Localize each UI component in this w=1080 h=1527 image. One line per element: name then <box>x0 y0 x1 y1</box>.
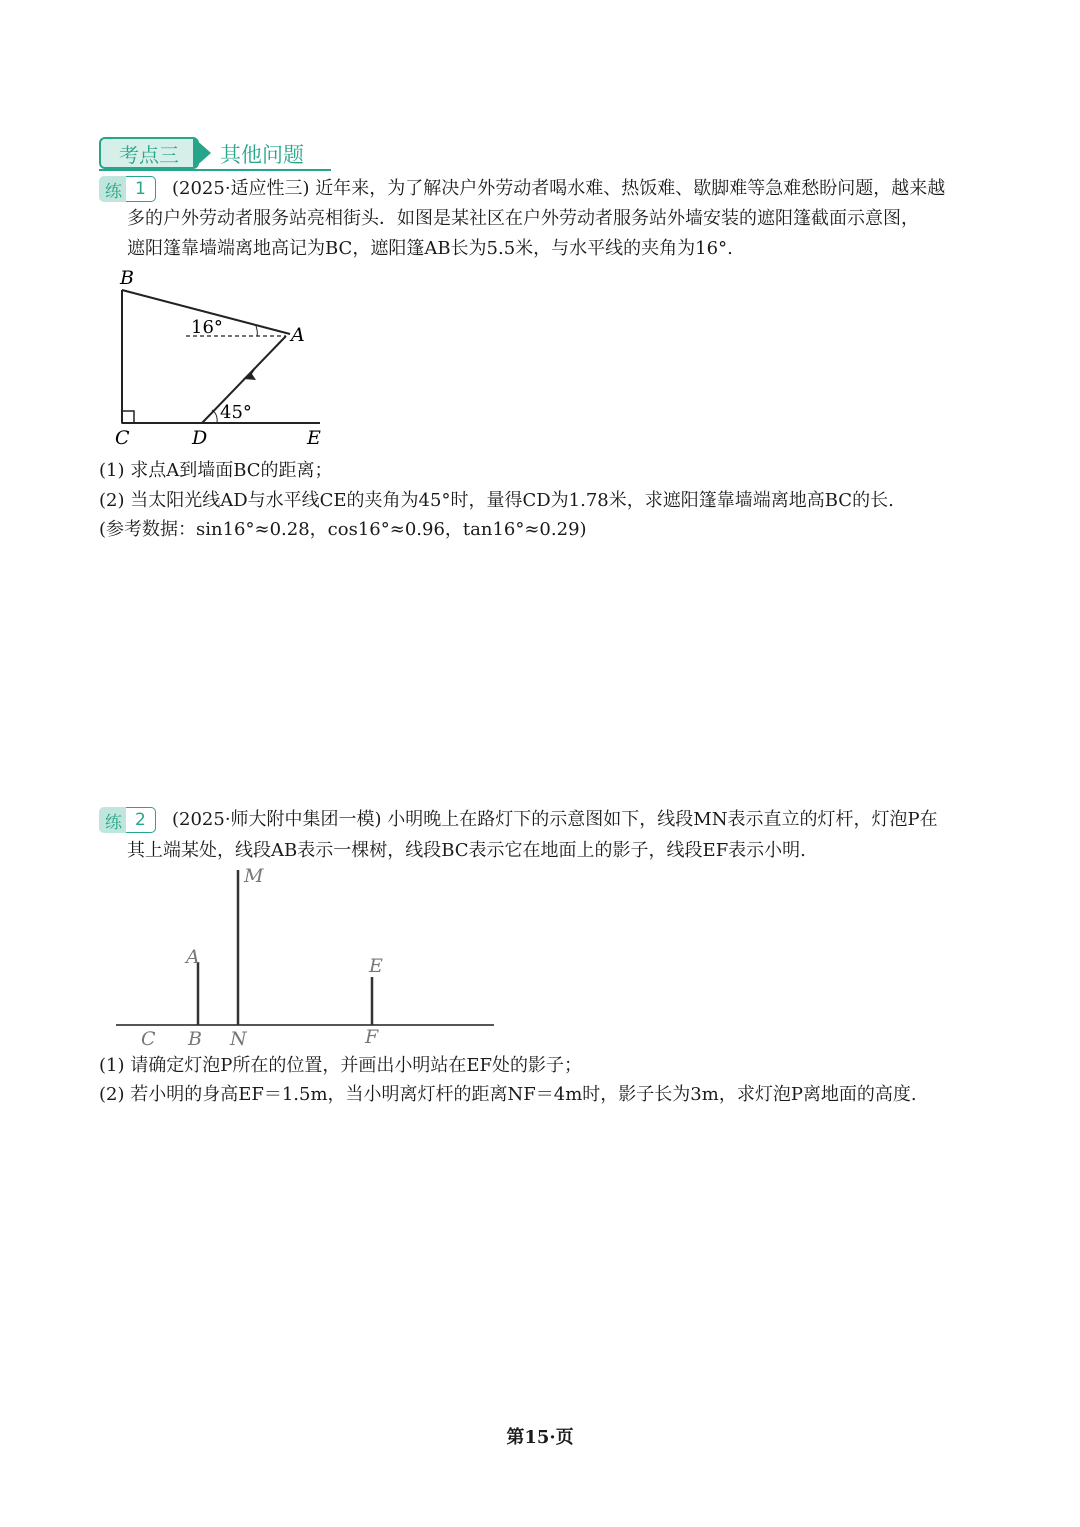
label-a: A <box>291 324 305 346</box>
section-tag: 考点三 <box>99 137 199 169</box>
exercise-1-question-1: (1) 求点A到墙面BC的距离； <box>99 460 333 481</box>
page-number: 第15·页 <box>506 1427 574 1448</box>
label-c: C <box>141 1028 156 1050</box>
section-title: 其他问题 <box>220 143 304 167</box>
label-e: E <box>369 955 383 977</box>
exercise-2-diagram <box>110 862 500 1054</box>
label-a: A <box>186 946 200 968</box>
right-angle-mark <box>122 411 134 423</box>
exercise-1-badge <box>99 176 156 202</box>
label-b: B <box>188 1028 202 1050</box>
label-n: N <box>230 1028 247 1050</box>
exercise-1-line-3: 遮阳篷靠墙端离地高记为BC，遮阳篷AB长为5.5米，与水平线的夹角为16°. <box>127 238 733 259</box>
angle-16-arc <box>256 326 257 336</box>
label-d: D <box>192 427 208 449</box>
exercise-1-reference-data: (参考数据：sin16°≈0.28，cos16°≈0.96，tan16°≈0.29) <box>99 519 587 540</box>
exercise-2-question-2: (2) 若小明的身高EF＝1.5m，当小明离灯杆的距离NF＝4m时，影子长为3m，求灯泡P离地面的高度. <box>99 1084 917 1105</box>
label-e: E <box>307 427 321 449</box>
exercise-badge-number: 1 <box>126 176 156 202</box>
sunray-arrow-icon <box>243 365 258 380</box>
exercise-1-diagram <box>100 262 340 452</box>
angle-45-label: 45° <box>220 402 252 423</box>
exercise-2-line-1: (2025·师大附中集团一模) 小明晚上在路灯下的示意图如下，线段MN表示直立的灯杆，灯泡P在 <box>172 809 938 830</box>
label-m: M <box>244 865 264 887</box>
section-underline <box>99 169 331 171</box>
label-f: F <box>365 1026 379 1048</box>
angle-16-label: 16° <box>191 317 223 338</box>
exercise-badge-label: 练 <box>99 176 126 202</box>
label-c: C <box>115 427 130 449</box>
exercise-2-badge <box>99 807 156 833</box>
exercise-1-line-1: (2025·适应性三) 近年来，为了解决户外劳动者喝水难、热饭难、歇脚难等急难愁盼问题，越来越 <box>172 178 946 199</box>
exercise-1-question-2: (2) 当太阳光线AD与水平线CE的夹角为45°时，量得CD为1.78米，求遮阳篷靠墙端离地高BC的长. <box>99 490 894 511</box>
exercise-2-line-2: 其上端某处，线段AB表示一棵树，线段BC表示它在地面上的影子，线段EF表示小明. <box>127 840 806 861</box>
exercise-1-line-2: 多的户外劳动者服务站亮相街头．如图是某社区在户外劳动者服务站外墙安装的遮阳篷截面示意图， <box>127 208 919 229</box>
exercise-badge-number: 2 <box>126 807 156 833</box>
exercise-2-question-1: (1) 请确定灯泡P所在的位置，并画出小明站在EF处的影子； <box>99 1055 582 1076</box>
label-b: B <box>120 267 134 289</box>
section-arrow-icon <box>193 137 211 169</box>
exercise-badge-label: 练 <box>99 807 126 833</box>
